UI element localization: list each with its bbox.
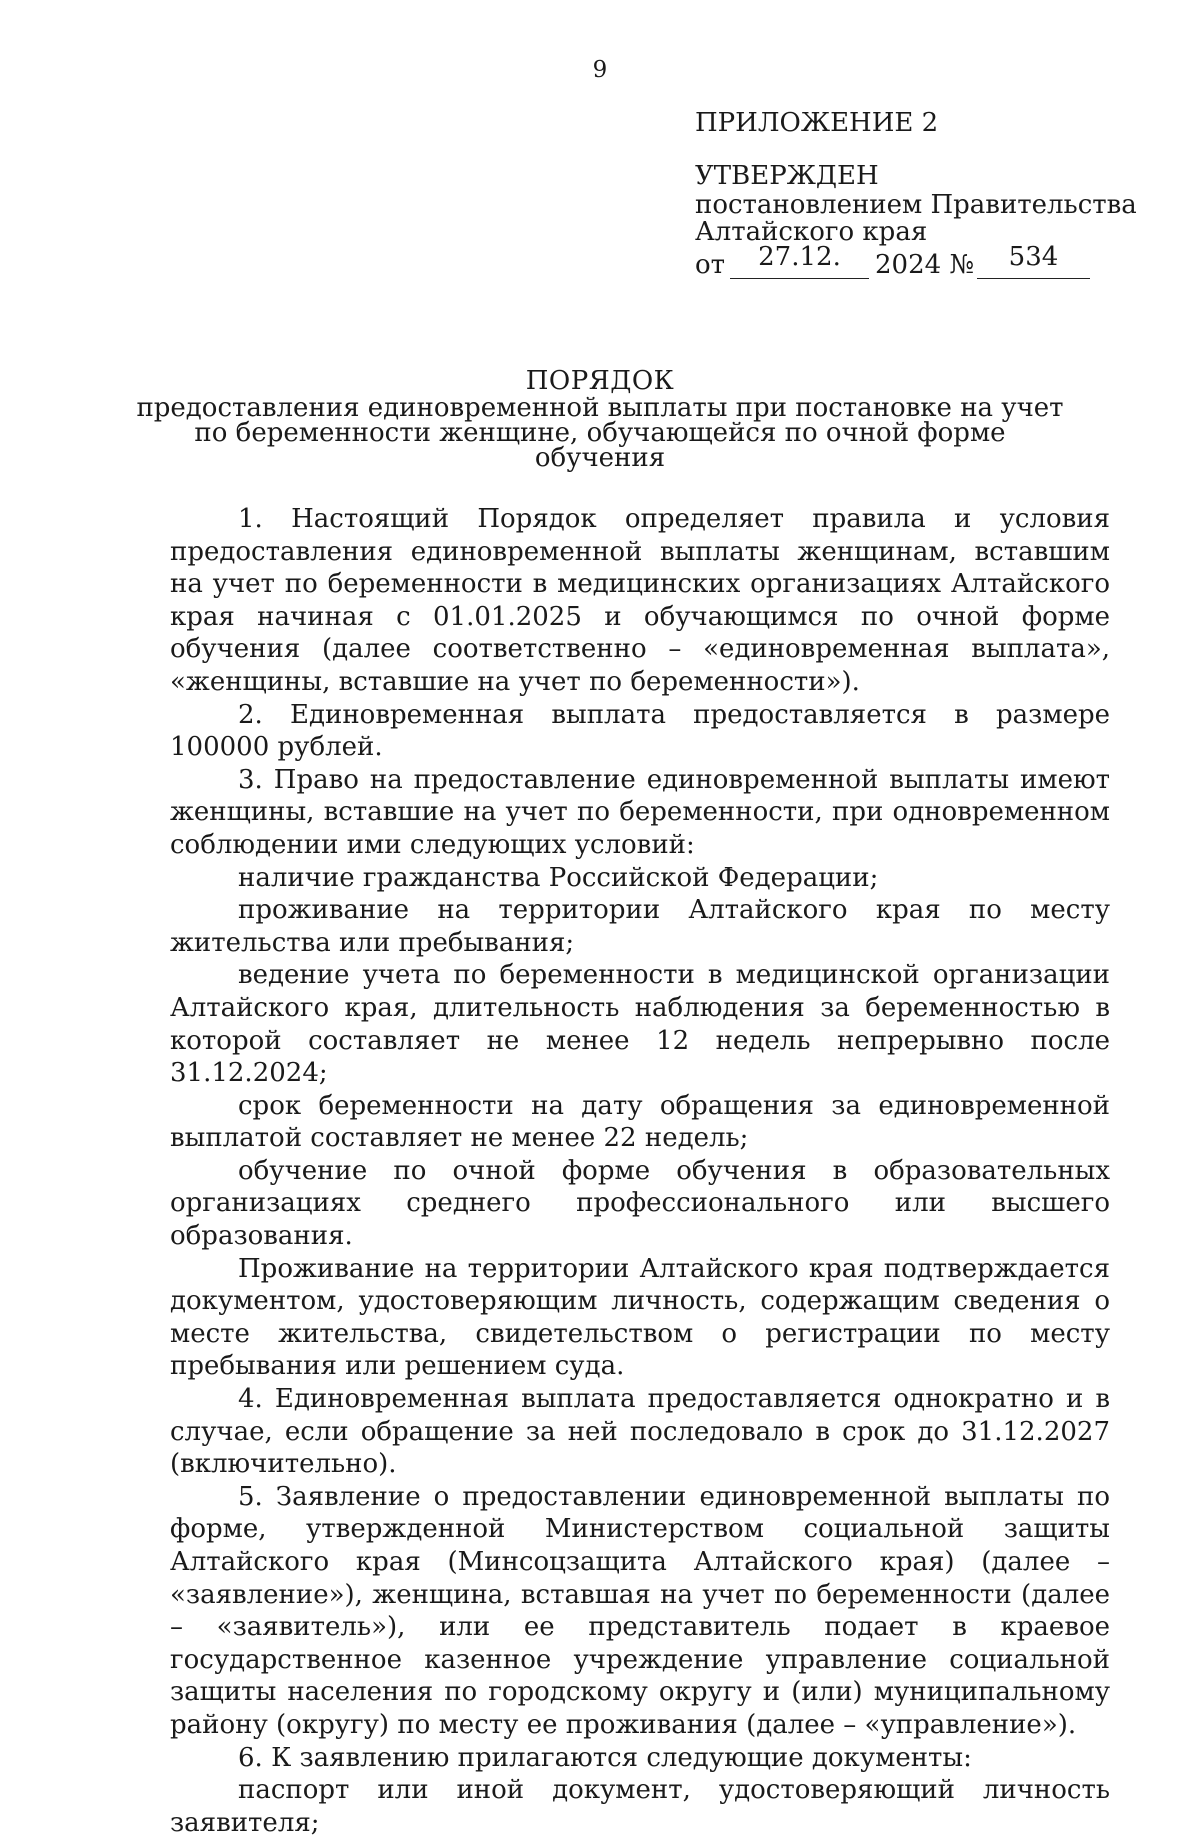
appendix-label: ПРИЛОЖЕНИЕ 2 — [695, 108, 939, 138]
year-number-label: 2024 № — [875, 250, 975, 280]
paragraph-4: 4. Единовременная выплата предоставляется однократно и в случае, если обращение за ней последовало в срок до 31.12.2027 (включительно). — [170, 1384, 1110, 1480]
document-item-passport: паспорт или иной документ, удостоверяющий личность заявителя; — [170, 1775, 1110, 1838]
document-title-block — [0, 366, 1200, 471]
condition-residence: проживание на территории Алтайского края по месту жительства или пребывания; — [170, 895, 1110, 958]
document-subtitle-line-3: обучения — [534, 443, 666, 473]
approval-date-line — [695, 242, 1137, 280]
document-body — [170, 503, 1110, 1839]
paragraph-2: 2. Единовременная выплата предоставляется в размере 100000 рублей. — [170, 699, 1110, 763]
page-number: 9 — [592, 57, 608, 83]
approval-line-1: постановлением Правительства — [695, 190, 1137, 220]
paragraph-1: 1. Настоящий Порядок определяет правила и условия предоставления единовременной выплаты женщинам, вставшим на учет по беременности в медицинских организациях Алтайского края начиная с 01.01.2025 и обучающимся по очной форме обучения (далее соответственно – «единовременная выплата», «женщины, вставшие на учет по беременности»). — [170, 504, 1110, 697]
condition-citizenship: наличие гражданства Российской Федерации; — [238, 862, 879, 893]
paragraph-residence-proof: Проживание на территории Алтайского края подтверждается документом, удостоверяющим личность, содержащим сведения о месте жительства, свидетельством о регистрации по месту пребывания или решением суда. — [170, 1253, 1110, 1382]
paragraph-5: 5. Заявление о предоставлении единовременной выплаты по форме, утвержденной Министерством социальной защиты Алтайского края (Минсоцзащита Алтайского края) (далее – «заявление»), женщина, вставшая на учет по беременности (далее – «заявитель»), или ее представитель подает в краевое государственное казенное учреждение управление социальной защиты населения по городскому округу и (или) муниципальному району (округу) по месту ее проживания (далее – «управление»). — [170, 1481, 1110, 1740]
approval-heading: УТВЕРЖДЕН — [695, 161, 879, 191]
condition-full-time-study: обучение по очной форме обучения в образовательных организациях среднего профессионального или высшего образования. — [170, 1155, 1110, 1252]
document-title: ПОРЯДОК — [525, 366, 675, 396]
paragraph-6: 6. К заявлению прилагаются следующие документы: — [238, 1742, 972, 1773]
condition-pregnancy-term: срок беременности на дату обращения за единовременной выплатой составляет не менее 22 недель; — [170, 1090, 1110, 1154]
document-subtitle-line-2: по беременности женщине, обучающейся по очной форме — [194, 418, 1006, 448]
number-value: 534 — [1008, 242, 1059, 272]
condition-pregnancy-registration: ведение учета по беременности в медицинской организации Алтайского края, длительность наблюдения за беременностью в которой составляет не менее 12 недель непрерывно после 31.12.2024; — [170, 960, 1110, 1089]
date-field — [730, 242, 869, 279]
date-value: 27.12. — [758, 242, 841, 272]
approval-line-2: Алтайского края — [695, 217, 928, 247]
approval-block — [695, 160, 1137, 280]
from-label: от — [695, 250, 726, 280]
document-subtitle-line-1: предоставления единовременной выплаты при постановке на учет — [136, 393, 1064, 423]
paragraph-3: 3. Право на предоставление единовременной выплаты имеют женщины, вставшие на учет по беременности, при одновременном соблюдении ими следующих условий: — [170, 764, 1110, 860]
number-field — [977, 242, 1090, 279]
